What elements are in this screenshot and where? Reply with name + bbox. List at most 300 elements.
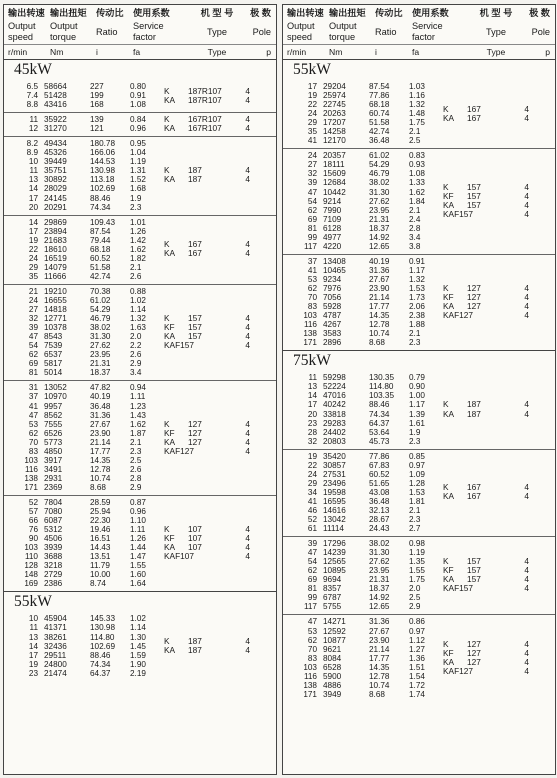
torque-cell: 9214 [323, 196, 342, 206]
factor-cell: 1.17 [409, 265, 425, 275]
type-entry [441, 640, 529, 649]
type-prefix: K [164, 85, 170, 96]
type-entry [162, 341, 250, 350]
type-prefix: KAF157 [164, 340, 194, 351]
factor-cell: 1.19 [409, 548, 425, 558]
speed-cell: 62 [28, 350, 38, 360]
torque-cell: 3491 [44, 464, 63, 474]
factor-cell: 2.06 [409, 302, 425, 312]
table-row [283, 206, 441, 215]
torque-cell: 14818 [44, 305, 67, 315]
type-pole: 4 [524, 103, 529, 114]
type-pole: 4 [245, 542, 250, 553]
table-row [283, 178, 441, 187]
type-prefix: KF [443, 191, 454, 202]
header-en-line: Output [329, 21, 357, 31]
torque-cell: 7056 [323, 293, 342, 303]
type-pole: 4 [524, 209, 529, 220]
header-en-line: Type [207, 26, 227, 37]
torque-cell: 9694 [323, 575, 342, 585]
factor-cell: 2.3 [409, 515, 421, 525]
power-rating-label: 55kW [14, 593, 52, 611]
table-row [4, 483, 162, 492]
ratio-cell: 114.80 [369, 382, 394, 392]
speed-cell: 69 [307, 575, 317, 585]
group-data-rows [283, 82, 441, 145]
table-row [4, 263, 162, 272]
factor-cell: 1.32 [130, 314, 146, 324]
header-unit-speed: r/min [287, 47, 307, 57]
type-pole: 4 [245, 94, 250, 105]
factor-cell: 0.98 [409, 539, 425, 549]
header-cn-pole: 极 数 [250, 8, 271, 18]
type-prefix: K [164, 524, 170, 535]
type-prefix: KA [443, 657, 455, 668]
speed-cell: 41 [307, 496, 317, 506]
factor-cell: 2.3 [130, 446, 142, 456]
group-data-rows [4, 383, 162, 492]
speed-cell: 81 [28, 368, 38, 378]
ratio-cell: 68.18 [90, 244, 111, 254]
ratio-cell: 28.59 [90, 497, 111, 507]
type-entry [162, 420, 250, 429]
speed-cell: 12 [28, 124, 38, 134]
ratio-cell: 60.74 [369, 109, 390, 119]
speed-cell: 37 [28, 392, 38, 402]
speed-cell: 11 [29, 166, 38, 176]
table-row [283, 506, 441, 515]
factor-cell: 1.01 [130, 217, 146, 227]
speed-cell: 13 [28, 632, 38, 642]
factor-cell: 1.68 [130, 184, 146, 194]
speed-cell: 35 [307, 127, 317, 137]
type-size: 157 [188, 313, 202, 324]
table-row [283, 293, 441, 302]
type-prefix: K [443, 639, 449, 650]
speed-cell: 66 [28, 516, 38, 526]
type-prefix: KA [443, 200, 455, 211]
factor-cell: 0.84 [130, 115, 146, 125]
header-unit-service-factor: fa [133, 47, 141, 57]
ratio-cell: 21.14 [369, 644, 390, 654]
ratio-cell: 18.37 [369, 223, 390, 233]
factor-cell: 2.1 [409, 329, 421, 339]
factor-cell: 1.00 [409, 391, 425, 401]
type-entry [441, 492, 529, 501]
header-cn-ratio: 传动比 [375, 8, 403, 18]
torque-cell: 5755 [323, 602, 342, 612]
table-row [283, 127, 441, 136]
torque-cell: 23894 [44, 226, 67, 236]
factor-cell: 1.43 [130, 410, 146, 420]
speed-cell: 32 [307, 436, 317, 446]
factor-cell: 2.6 [130, 271, 142, 281]
table-row [283, 266, 441, 275]
torque-cell: 10378 [44, 323, 67, 333]
type-entry [441, 114, 529, 123]
factor-cell: 1.17 [409, 400, 425, 410]
table-row [283, 437, 441, 446]
speed-cell: 99 [307, 232, 317, 242]
speed-cell: 90 [28, 534, 38, 544]
torque-cell: 5900 [323, 671, 342, 681]
speed-cell: 23 [28, 668, 38, 678]
speed-cell: 14 [28, 641, 38, 651]
type-name [441, 210, 515, 219]
speed-cell: 29 [307, 118, 317, 128]
factor-cell: 1.75 [409, 575, 425, 585]
ratio-cell: 51.65 [369, 478, 390, 488]
ratio-cell: 36.48 [369, 136, 390, 146]
ratio-cell: 45.73 [369, 436, 390, 446]
ratio-cell: 227 [90, 82, 104, 91]
group-data-rows [4, 614, 162, 677]
torque-cell: 3688 [44, 552, 63, 562]
type-size: 167 [467, 482, 481, 493]
ratio-cell: 114.80 [90, 632, 115, 642]
torque-cell: 8562 [44, 410, 63, 420]
factor-cell: 1.82 [130, 253, 146, 263]
group-type-list [162, 383, 250, 492]
factor-cell: 1.12 [409, 635, 425, 645]
type-name [441, 114, 515, 123]
ratio-cell: 16.51 [90, 534, 111, 544]
header-en-line: Pole [531, 26, 550, 37]
speed-cell: 19 [28, 235, 38, 245]
factor-cell: 2.3 [130, 202, 142, 212]
torque-cell: 12684 [323, 178, 346, 188]
ratio-cell: 10.74 [90, 473, 111, 483]
ratio-cell: 40.19 [90, 392, 111, 402]
speed-cell: 11 [29, 623, 38, 633]
table-row [283, 169, 441, 178]
table-row [4, 157, 162, 166]
ratio-cell: 61.02 [369, 151, 390, 161]
ratio-cell: 13.51 [90, 552, 111, 562]
speed-cell: 39 [307, 178, 317, 188]
factor-cell: 1.61 [409, 418, 425, 428]
type-prefix: KA [443, 491, 455, 502]
factor-cell: 2.38 [409, 311, 425, 321]
factor-cell: 1.08 [130, 100, 146, 110]
speed-cell: 17 [28, 193, 38, 203]
type-pole: 4 [245, 524, 250, 535]
factor-cell: 0.83 [409, 151, 425, 161]
torque-cell: 2729 [44, 570, 63, 580]
header-en-line: Pole [252, 26, 271, 37]
ratio-group [283, 148, 555, 254]
torque-cell: 10895 [323, 566, 346, 576]
speed-cell: 27 [28, 305, 38, 315]
torque-cell: 4977 [323, 232, 342, 242]
factor-cell: 0.97 [409, 460, 425, 470]
type-prefix: KA [164, 248, 176, 259]
table-row [4, 323, 162, 332]
type-entry [441, 410, 529, 419]
type-pole: 4 [524, 639, 529, 650]
table-row [283, 602, 441, 611]
factor-cell: 2.3 [409, 338, 421, 348]
table-row [4, 296, 162, 305]
header-en-line: Type [486, 26, 506, 37]
factor-cell: 2.19 [130, 668, 146, 678]
group-data-rows [4, 218, 162, 281]
ratio-cell: 10.00 [90, 570, 111, 580]
torque-cell: 10442 [323, 187, 346, 197]
torque-cell: 49434 [44, 139, 67, 149]
type-prefix: KA [164, 542, 176, 553]
ratio-cell: 46.79 [90, 314, 111, 324]
type-pole: 4 [245, 248, 250, 259]
speed-cell: 62 [307, 635, 317, 645]
table-row [4, 623, 162, 632]
torque-cell: 35420 [323, 451, 346, 461]
table-row [4, 115, 162, 124]
table-row [283, 311, 441, 320]
header-en-ratio [375, 20, 408, 44]
factor-cell: 2.6 [130, 350, 142, 360]
factor-cell: 0.91 [409, 256, 425, 266]
group-type-list [162, 218, 250, 281]
speed-cell: 29 [28, 262, 38, 272]
torque-cell: 24145 [44, 193, 67, 203]
torque-cell: 27531 [323, 469, 346, 479]
ratio-cell: 51.58 [90, 262, 111, 272]
type-pole: 4 [524, 191, 529, 202]
type-pole: 4 [245, 174, 250, 185]
table-row [283, 320, 441, 329]
speed-cell: 21 [28, 286, 38, 296]
ratio-group [283, 449, 555, 536]
table-row [4, 660, 162, 669]
type-prefix: KA [443, 574, 455, 585]
ratio-cell: 54.29 [90, 305, 111, 315]
type-prefix: KA [164, 174, 176, 185]
column-header [4, 5, 276, 60]
torque-cell: 20291 [44, 202, 67, 212]
ratio-cell: 64.37 [369, 418, 390, 428]
ratio-cell: 12.78 [90, 464, 111, 474]
ratio-cell: 88.46 [90, 193, 111, 203]
factor-cell: 1.02 [130, 614, 146, 624]
torque-cell: 38261 [44, 632, 67, 642]
header-en-service-factor [408, 20, 468, 44]
factor-cell: 2.8 [409, 223, 421, 233]
torque-cell: 13042 [323, 515, 346, 525]
type-pole: 4 [245, 645, 250, 656]
type-size: 107 [188, 533, 202, 544]
header-en-line: Service [412, 21, 443, 31]
type-pole: 4 [524, 292, 529, 303]
speed-cell: 52 [28, 497, 38, 507]
factor-cell: 2.1 [130, 262, 142, 272]
factor-cell: 1.90 [130, 659, 146, 669]
table-row [283, 160, 441, 169]
header-en-pole [245, 20, 271, 44]
ratio-group [4, 80, 276, 112]
type-prefix: KA [164, 436, 176, 447]
torque-cell: 2369 [44, 482, 63, 492]
factor-cell: 0.90 [409, 382, 425, 392]
torque-cell: 19210 [44, 286, 67, 296]
torque-cell: 6528 [323, 662, 342, 672]
type-size: 187 [188, 165, 202, 176]
torque-cell: 17207 [323, 118, 346, 128]
speed-cell: 10 [28, 157, 38, 167]
table-row [283, 672, 441, 681]
torque-cell: 29204 [323, 82, 346, 91]
type-name [441, 311, 515, 320]
torque-cell: 20357 [323, 151, 346, 161]
ratio-cell: 18.37 [90, 368, 111, 378]
type-prefix: KF [443, 648, 454, 659]
group-type-list [162, 287, 250, 377]
ratio-cell: 14.35 [369, 662, 390, 672]
torque-cell: 51428 [44, 91, 67, 101]
table-row [4, 474, 162, 483]
table-row [283, 82, 441, 91]
speed-cell: 10 [28, 614, 38, 624]
ratio-cell: 38.02 [369, 539, 390, 549]
type-entry [441, 649, 529, 658]
torque-cell: 3917 [44, 455, 63, 465]
ratio-cell: 88.46 [90, 650, 111, 660]
table-row [283, 109, 441, 118]
speed-cell: 24 [307, 151, 317, 161]
table-row [283, 681, 441, 690]
ratio-cell: 51.58 [369, 118, 390, 128]
group-type-list [441, 539, 529, 611]
factor-cell: 2.5 [409, 136, 421, 146]
torque-cell: 10970 [44, 392, 67, 402]
table-row [283, 197, 441, 206]
type-prefix: KAF127 [443, 310, 473, 321]
ratio-cell: 61.02 [90, 295, 111, 305]
header-cn-ratio: 传动比 [96, 8, 124, 18]
torque-cell: 45326 [44, 148, 67, 158]
type-entry [162, 447, 250, 456]
speed-cell: 128 [24, 561, 38, 571]
factor-cell: 2.8 [130, 473, 142, 483]
factor-cell: 2.0 [130, 332, 142, 342]
torque-cell: 3583 [323, 329, 342, 339]
type-size: 167 [188, 239, 202, 250]
table-row [4, 82, 162, 91]
factor-cell: 1.14 [130, 623, 146, 633]
ratio-cell: 27.62 [369, 196, 390, 206]
ratio-cell: 27.62 [369, 557, 390, 567]
type-prefix: K [443, 103, 449, 114]
header-unit-type: Type [207, 47, 227, 57]
table-row [4, 392, 162, 401]
torque-cell: 28029 [44, 184, 67, 194]
ratio-cell: 23.90 [90, 428, 111, 438]
type-entry [162, 175, 250, 184]
table-row [283, 470, 441, 479]
factor-cell: 2.9 [130, 359, 142, 369]
ratio-group [4, 136, 276, 214]
speed-cell: 19 [307, 91, 317, 101]
ratio-cell: 8.74 [90, 579, 106, 589]
factor-cell: 0.80 [130, 82, 146, 91]
speed-cell: 22 [307, 100, 317, 110]
speed-cell: 41 [307, 136, 317, 146]
speed-cell: 22 [307, 460, 317, 470]
torque-cell: 4267 [323, 320, 342, 330]
speed-cell: 34 [307, 487, 317, 497]
factor-cell: 1.10 [130, 516, 146, 526]
torque-cell: 6526 [44, 428, 63, 438]
factor-cell: 1.47 [130, 552, 146, 562]
table-row [4, 525, 162, 534]
factor-cell: 1.26 [130, 534, 146, 544]
type-entry [162, 637, 250, 646]
header-en-line: factor [412, 32, 435, 42]
table-row [283, 488, 441, 497]
table-row [4, 368, 162, 377]
factor-cell: 2.3 [409, 436, 421, 446]
factor-cell: 1.55 [130, 561, 146, 571]
header-cn-service-factor: 使用系数 [133, 8, 170, 18]
table-row [4, 420, 162, 429]
ratio-cell: 23.95 [369, 566, 390, 576]
speed-cell: 116 [303, 320, 317, 330]
speed-cell: 69 [28, 359, 38, 369]
factor-cell: 0.97 [409, 626, 425, 636]
type-prefix: KAF107 [164, 551, 194, 562]
header-en-line: Output [50, 21, 78, 31]
ratio-cell: 17.77 [90, 446, 111, 456]
ratio-cell: 166.06 [90, 148, 116, 158]
table-row [4, 383, 162, 392]
ratio-cell: 199 [90, 91, 104, 101]
factor-cell: 1.44 [130, 543, 146, 553]
factor-cell: 0.95 [130, 139, 146, 149]
torque-cell: 16655 [44, 295, 67, 305]
type-size: 157 [188, 322, 202, 333]
ratio-cell: 17.77 [369, 653, 390, 663]
torque-cell: 18111 [323, 160, 345, 170]
type-pole: 4 [524, 399, 529, 410]
factor-cell: 0.96 [130, 124, 146, 134]
type-entry [441, 183, 529, 192]
type-entry [162, 323, 250, 332]
speed-cell: 32 [307, 169, 317, 179]
ratio-cell: 31.30 [369, 187, 390, 197]
torque-cell: 4506 [44, 534, 63, 544]
torque-cell: 12170 [323, 136, 346, 146]
table-row [4, 642, 162, 651]
table-row [4, 148, 162, 157]
factor-cell: 1.87 [130, 428, 146, 438]
factor-cell: 2.6 [130, 464, 142, 474]
factor-cell: 0.87 [130, 497, 146, 507]
group-data-rows [283, 539, 441, 611]
table-row [4, 447, 162, 456]
type-prefix: KA [443, 301, 455, 312]
factor-cell: 1.88 [409, 320, 425, 330]
type-size: 127 [467, 282, 481, 293]
header-en-ratio [96, 20, 129, 44]
ratio-cell: 21.14 [369, 293, 390, 303]
ratio-group [4, 112, 276, 136]
type-name [441, 410, 515, 419]
speed-cell: 103 [24, 455, 38, 465]
ratio-cell: 10.74 [369, 680, 390, 690]
torque-cell: 16519 [44, 253, 67, 263]
factor-cell: 3.8 [409, 241, 421, 251]
ratio-cell: 113.18 [90, 175, 115, 185]
